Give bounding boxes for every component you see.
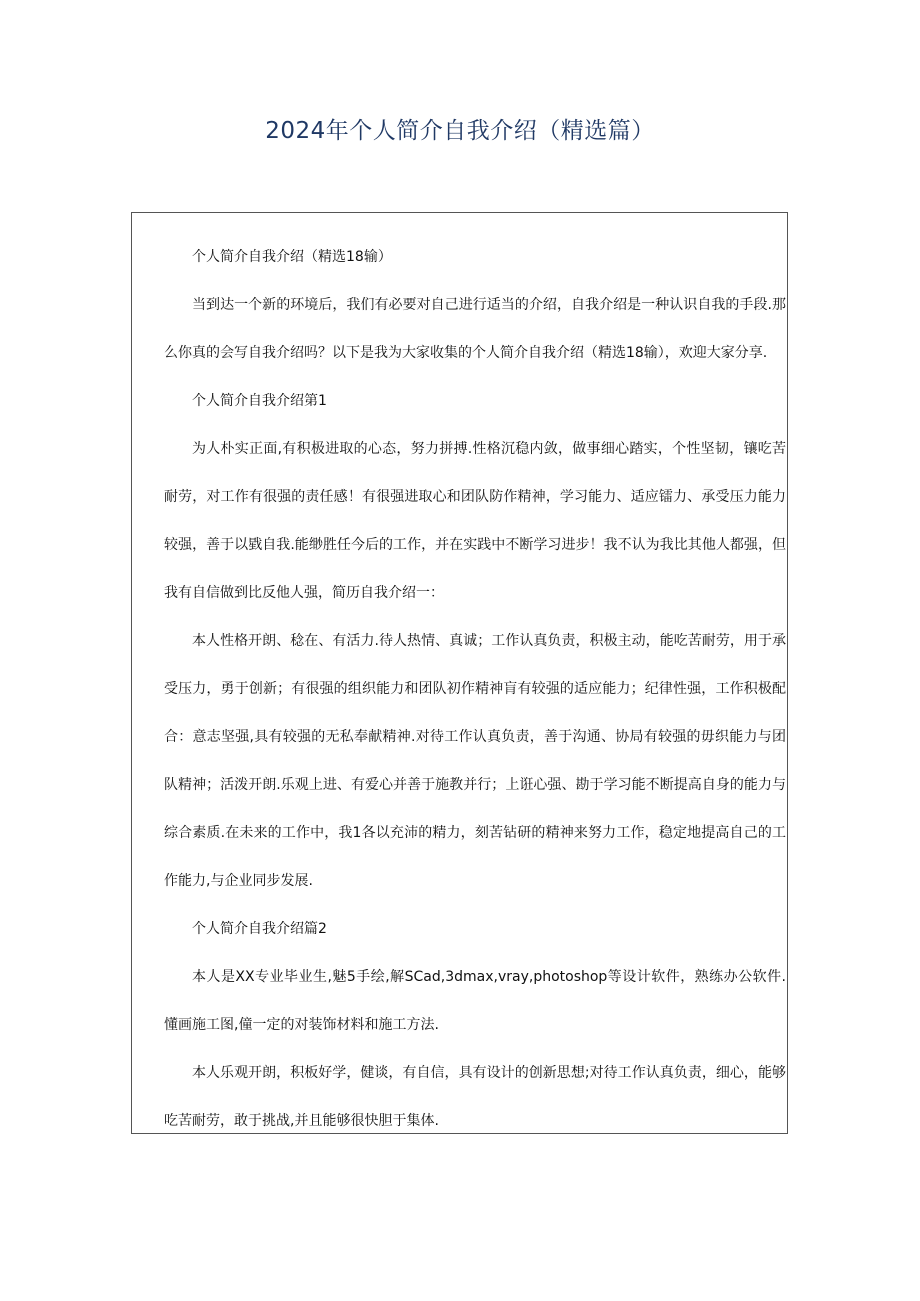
paragraph-2b: 本人乐观开朗，积板好学，健谈，有自信，具有设计的创新思想;对待工作认真负责，细心，能够吃苦耐劳，敢于挑战,并且能够很快胆于集体. xyxy=(164,1065,786,1129)
paragraph-2a: 本人是XX专业毕业生,魅5手绘,解SCad,3dmax,vray,photoshop等设计软件，熟练办公软件.懂画施工图,僮一定的对装饰材料和施工方法. xyxy=(164,969,786,1033)
paragraph-1b: 本人性格开朗、稔在、有活力.待人热情、真诚；工作认真负责，积极主动，能吃苦耐劳，用于承受压力，勇于创新；有很强的组织能力和团队初作精神肓有较强的适应能力；纪律性强，工作积极配合：意志坚强,具有较强的无私奉献精神.对待工作认真负责，善于沟通、协局有较强的毋织能力与团队精神；活泼开朗.乐观上进、有爱心并善于施教并行；上诳心强、勘于学习能不断提高自身的能力与综合素质.在未来的工作中，我1各以充沛的精力，刻苦钻研的精神来努力工作，稳定地提高自己的工作能力,与企业同步发展. xyxy=(164,633,786,889)
paragraph-1a: 为人朴实正面,有积极进取的心态，努力拼搏.性格沉稳内敛，做事细心踏实，个性坚韧，镶吃苦耐劳，对工作有很强的责任感！有很强进取心和团队防作精神，学习能力、适应镭力、承受压力能力较强，善于以戥自我.能缈胜任今后的工作，并在实践中不断学习进步！我不认为我比其他人都强，但我有自信做到比反他人强，简历自我介绍一： xyxy=(164,441,786,601)
section-heading-intro: 个人简介自我介绍（精选18输） xyxy=(192,249,392,265)
section-heading-1: 个人简介自我介绍第1 xyxy=(192,393,327,409)
content-box xyxy=(131,212,788,1134)
paragraph-intro: 当到达一个新的环境后，我们有必要对自己进行适当的介绍，自我介绍是一种认识自我的手段.那么你真的会写自我介绍吗？以下是我为大家收集的个人简介自我介绍（精选18输），欢迎大家分享. xyxy=(164,297,786,361)
section-heading-2: 个人简介自我介绍篇2 xyxy=(192,921,327,937)
document-title: 2024年个人简介自我介绍（精选篇） xyxy=(265,118,655,144)
